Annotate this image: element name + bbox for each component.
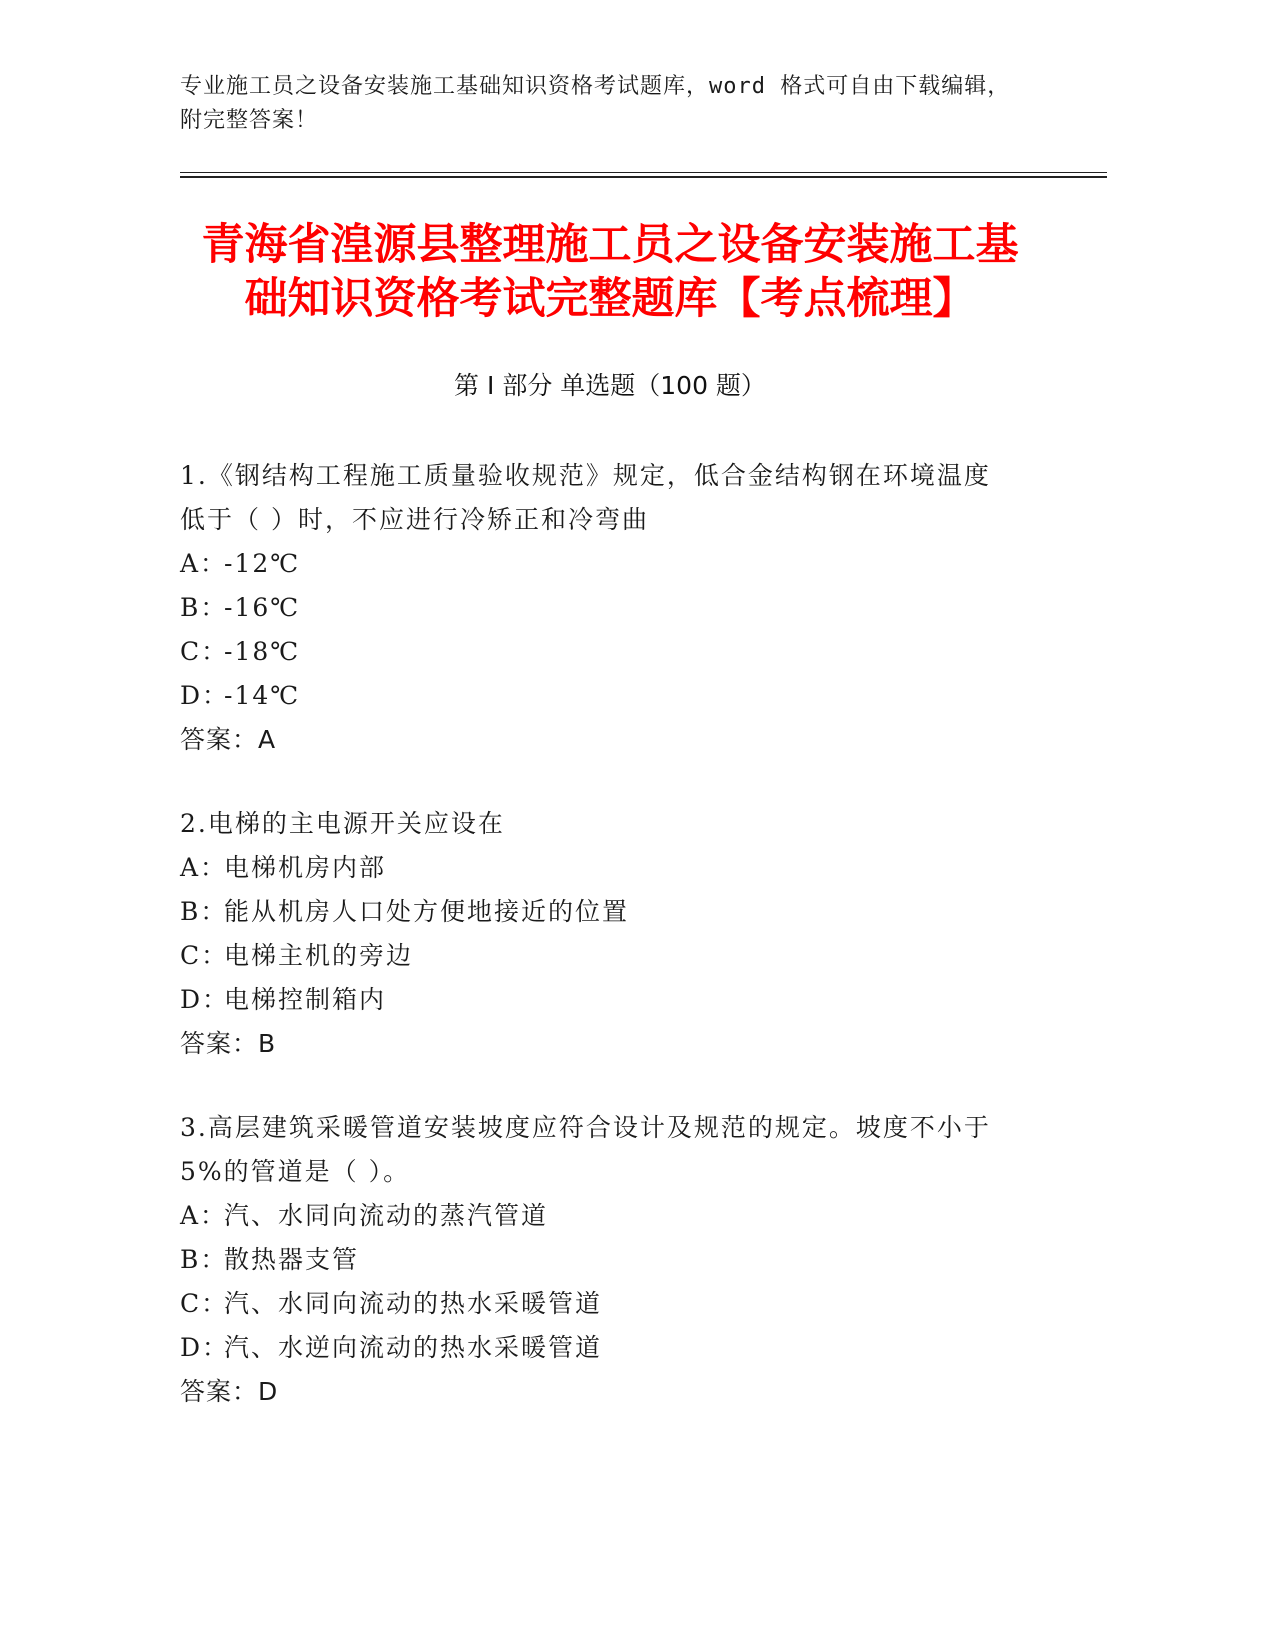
document-title-line-1: 青海省湟源县整理施工员之设备安装施工基 — [201, 220, 1019, 270]
option-a — [180, 542, 1040, 586]
option-text: 电梯机房内部 — [224, 853, 387, 882]
option-b — [180, 890, 1040, 934]
option-d — [180, 1326, 1040, 1370]
option-key: B： — [180, 593, 228, 622]
option-text: -16℃ — [224, 593, 301, 622]
header-note-line-1: 专业施工员之设备安装施工基础知识资格考试题库，word 格式可自由下载编辑， — [180, 74, 1011, 99]
question-stem-line-2: 低于（ ）时，不应进行冷矫正和冷弯曲 — [180, 505, 649, 534]
option-text: -14℃ — [224, 681, 301, 710]
option-a — [180, 846, 1040, 890]
option-c — [180, 934, 1040, 978]
option-key: C： — [180, 941, 229, 970]
document-title — [180, 218, 1040, 326]
option-d — [180, 674, 1040, 718]
question-stem-line-1: 3.高层建筑采暖管道安装坡度应符合设计及规范的规定。坡度不小于 — [180, 1113, 991, 1142]
question-stem-line-1: 1.《钢结构工程施工质量验收规范》规定，低合金结构钢在环境温度 — [180, 461, 991, 490]
document-title-line-2: 础知识资格考试完整题库【考点梳理】 — [244, 274, 976, 324]
option-key: D： — [180, 681, 230, 710]
option-key: D： — [180, 985, 230, 1014]
option-key: A： — [180, 549, 228, 578]
option-text: 电梯控制箱内 — [224, 985, 387, 1014]
question-1 — [180, 454, 1040, 762]
option-a — [180, 1194, 1040, 1238]
option-text: 能从机房人口处方便地接近的位置 — [224, 897, 630, 926]
option-key: B： — [180, 1245, 228, 1274]
question-stem-line-2: 5%的管道是（ ）。 — [180, 1157, 411, 1186]
option-b — [180, 586, 1040, 630]
header-divider-thin — [180, 172, 1107, 173]
option-key: D： — [180, 1333, 230, 1362]
option-key: A： — [180, 1201, 228, 1230]
question-stem — [180, 454, 1040, 542]
option-text: -12℃ — [224, 549, 301, 578]
option-text: 汽、水同向流动的热水采暖管道 — [224, 1289, 603, 1318]
option-d — [180, 978, 1040, 1022]
question-2 — [180, 802, 1040, 1066]
answer: 答案：B — [180, 1029, 277, 1058]
question-3 — [180, 1106, 1040, 1414]
option-text: 散热器支管 — [224, 1245, 360, 1274]
option-text: -18℃ — [224, 637, 301, 666]
header-note — [180, 70, 1040, 138]
question-stem — [180, 1106, 1040, 1194]
question-stem — [180, 802, 1040, 846]
option-key: B： — [180, 897, 228, 926]
option-text: 汽、水同向流动的蒸汽管道 — [224, 1201, 549, 1230]
option-key: A： — [180, 853, 228, 882]
option-c — [180, 1282, 1040, 1326]
header-note-line-2: 附完整答案！ — [180, 108, 319, 133]
option-key: C： — [180, 637, 229, 666]
option-text: 电梯主机的旁边 — [224, 941, 414, 970]
option-key: C： — [180, 1289, 229, 1318]
section-heading: 第 I 部分 单选题（100 题） — [454, 371, 766, 400]
question-stem-line-1: 2.电梯的主电源开关应设在 — [180, 809, 505, 838]
answer: 答案：A — [180, 725, 277, 754]
answer: 答案：D — [180, 1377, 279, 1406]
option-text: 汽、水逆向流动的热水采暖管道 — [224, 1333, 603, 1362]
option-b — [180, 1238, 1040, 1282]
header-divider-thick — [180, 176, 1107, 178]
option-c — [180, 630, 1040, 674]
